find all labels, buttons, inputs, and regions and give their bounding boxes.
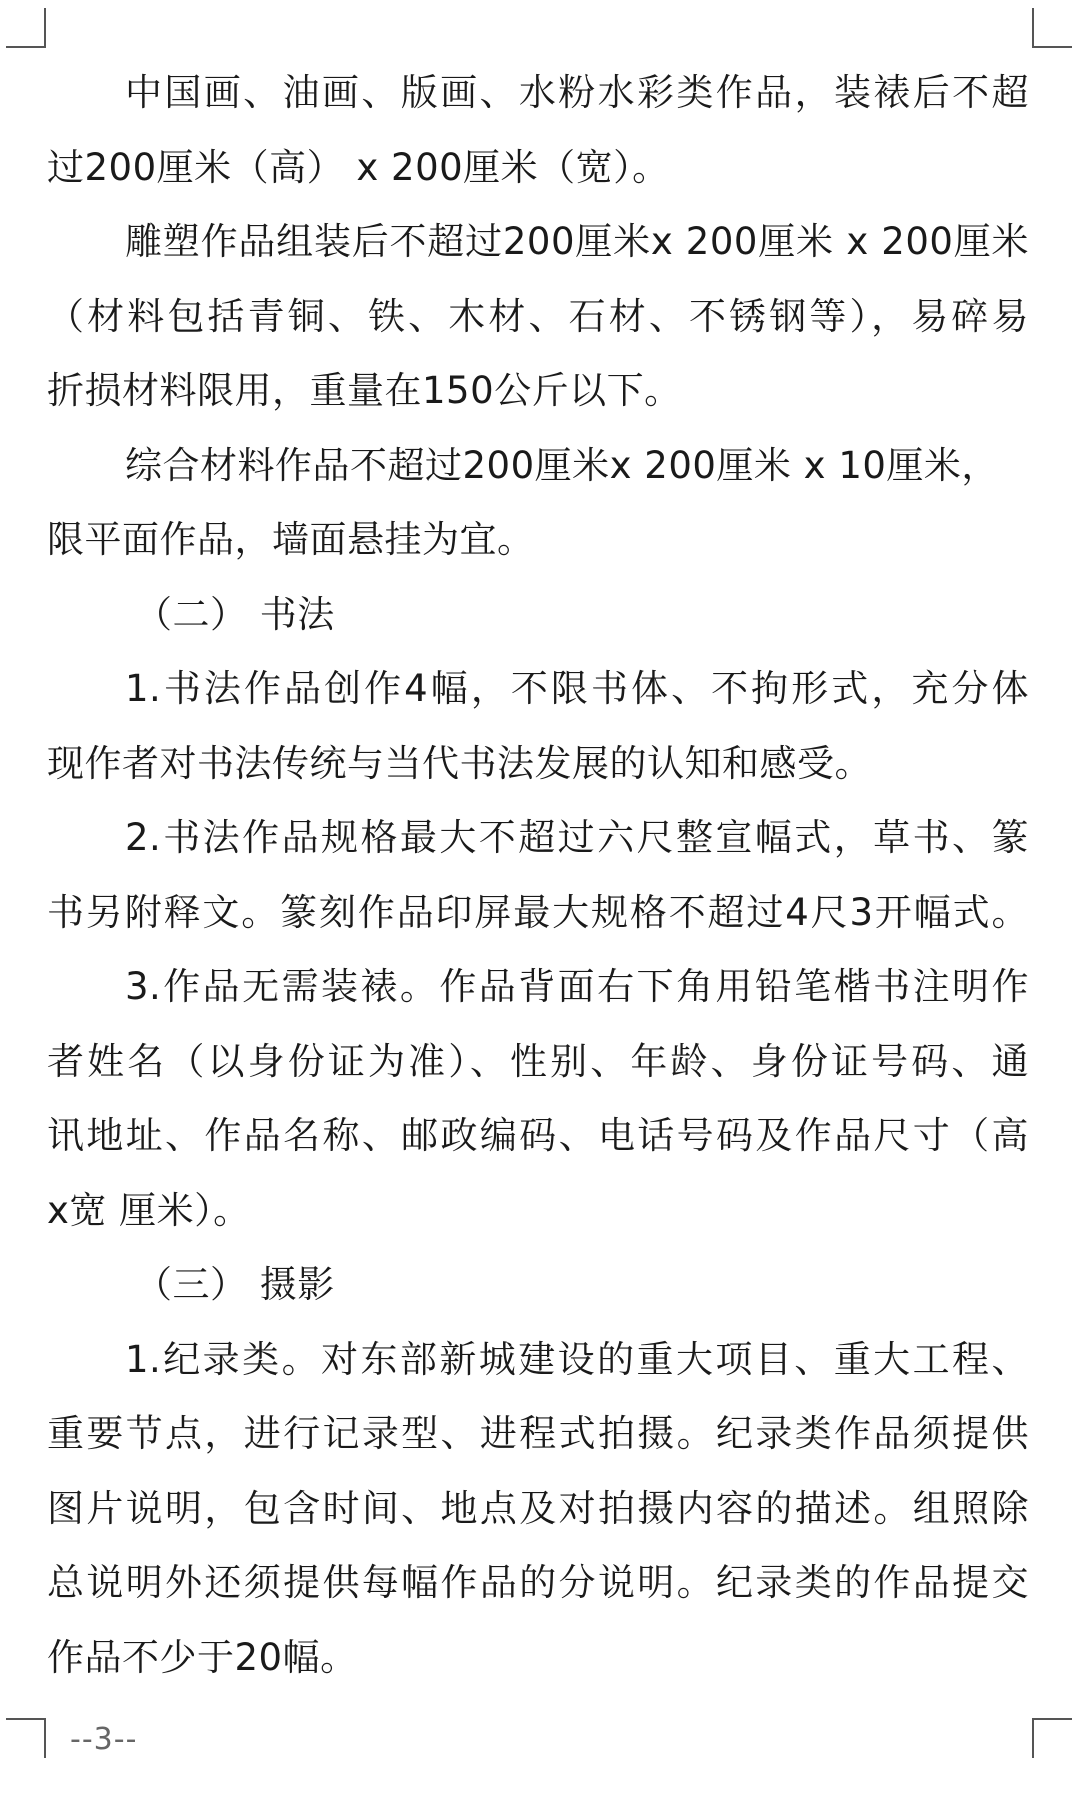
paragraph-line: 1.书法作品创作4幅，不限书体、不拘形式，充分体 xyxy=(125,667,1029,710)
paragraph-line: 1.纪录类。对东部新城建设的重大项目、重大工程、 xyxy=(125,1337,1029,1381)
section-heading-photography: （三） 摄影 xyxy=(135,1263,335,1306)
corner-mark-bottom-right xyxy=(1032,1718,1072,1758)
paragraph-line: 现作者对书法传统与当代书法发展的认知和感受。 xyxy=(47,741,872,785)
paragraph-line: 3.作品无需装裱。作品背面右下角用铅笔楷书注明作 xyxy=(125,965,1029,1008)
corner-mark-top-right xyxy=(1032,8,1072,48)
paragraph-line: 中国画、油画、版画、水粉水彩类作品，装裱后不超 xyxy=(125,71,1029,114)
paragraph-line: x宽 厘米）。 xyxy=(47,1188,251,1232)
paragraph-line: 总说明外还须提供每幅作品的分说明。纪录类的作品提交 xyxy=(47,1561,1029,1604)
paragraph-line: 重要节点，进行记录型、进程式拍摄。纪录类作品须提供 xyxy=(47,1412,1029,1455)
paragraph-line: 综合材料作品不超过200厘米x 200厘米 x 10厘米， xyxy=(125,443,999,487)
paragraph-line: 2.书法作品规格最大不超过六尺整宣幅式，草书、篆 xyxy=(125,816,1029,859)
paragraph-line: 作品不少于20幅。 xyxy=(47,1635,358,1679)
paragraph-line: 图片说明，包含时间、地点及对拍摄内容的描述。组照除 xyxy=(47,1486,1029,1530)
paragraph-line: 者姓名（以身份证为准）、性别、年龄、身份证号码、通 xyxy=(47,1039,1029,1083)
paragraph-line: 折损材料限用，重量在150公斤以下。 xyxy=(47,369,682,412)
paragraph-line: 过200厘米（高） x 200厘米（宽）。 xyxy=(47,145,670,189)
page-number: --3-- xyxy=(70,1722,138,1757)
corner-mark-bottom-left xyxy=(6,1718,46,1758)
paragraph-line: 限平面作品，墙面悬挂为宜。 xyxy=(47,518,535,561)
section-heading-calligraphy: （二） 书法 xyxy=(135,592,335,636)
paragraph-line: 书另附释文。篆刻作品印屏最大规格不超过4尺3开幅式。 xyxy=(47,890,1029,934)
paragraph-line: 讯地址、作品名称、邮政编码、电话号码及作品尺寸（高 xyxy=(47,1114,1029,1157)
paragraph-line: （材料包括青铜、铁、木材、石材、不锈钢等），易碎易 xyxy=(47,294,1029,338)
corner-mark-top-left xyxy=(6,8,46,48)
document-body xyxy=(47,56,1029,1695)
paragraph-line: 雕塑作品组装后不超过200厘米x 200厘米 x 200厘米 xyxy=(125,220,1029,263)
